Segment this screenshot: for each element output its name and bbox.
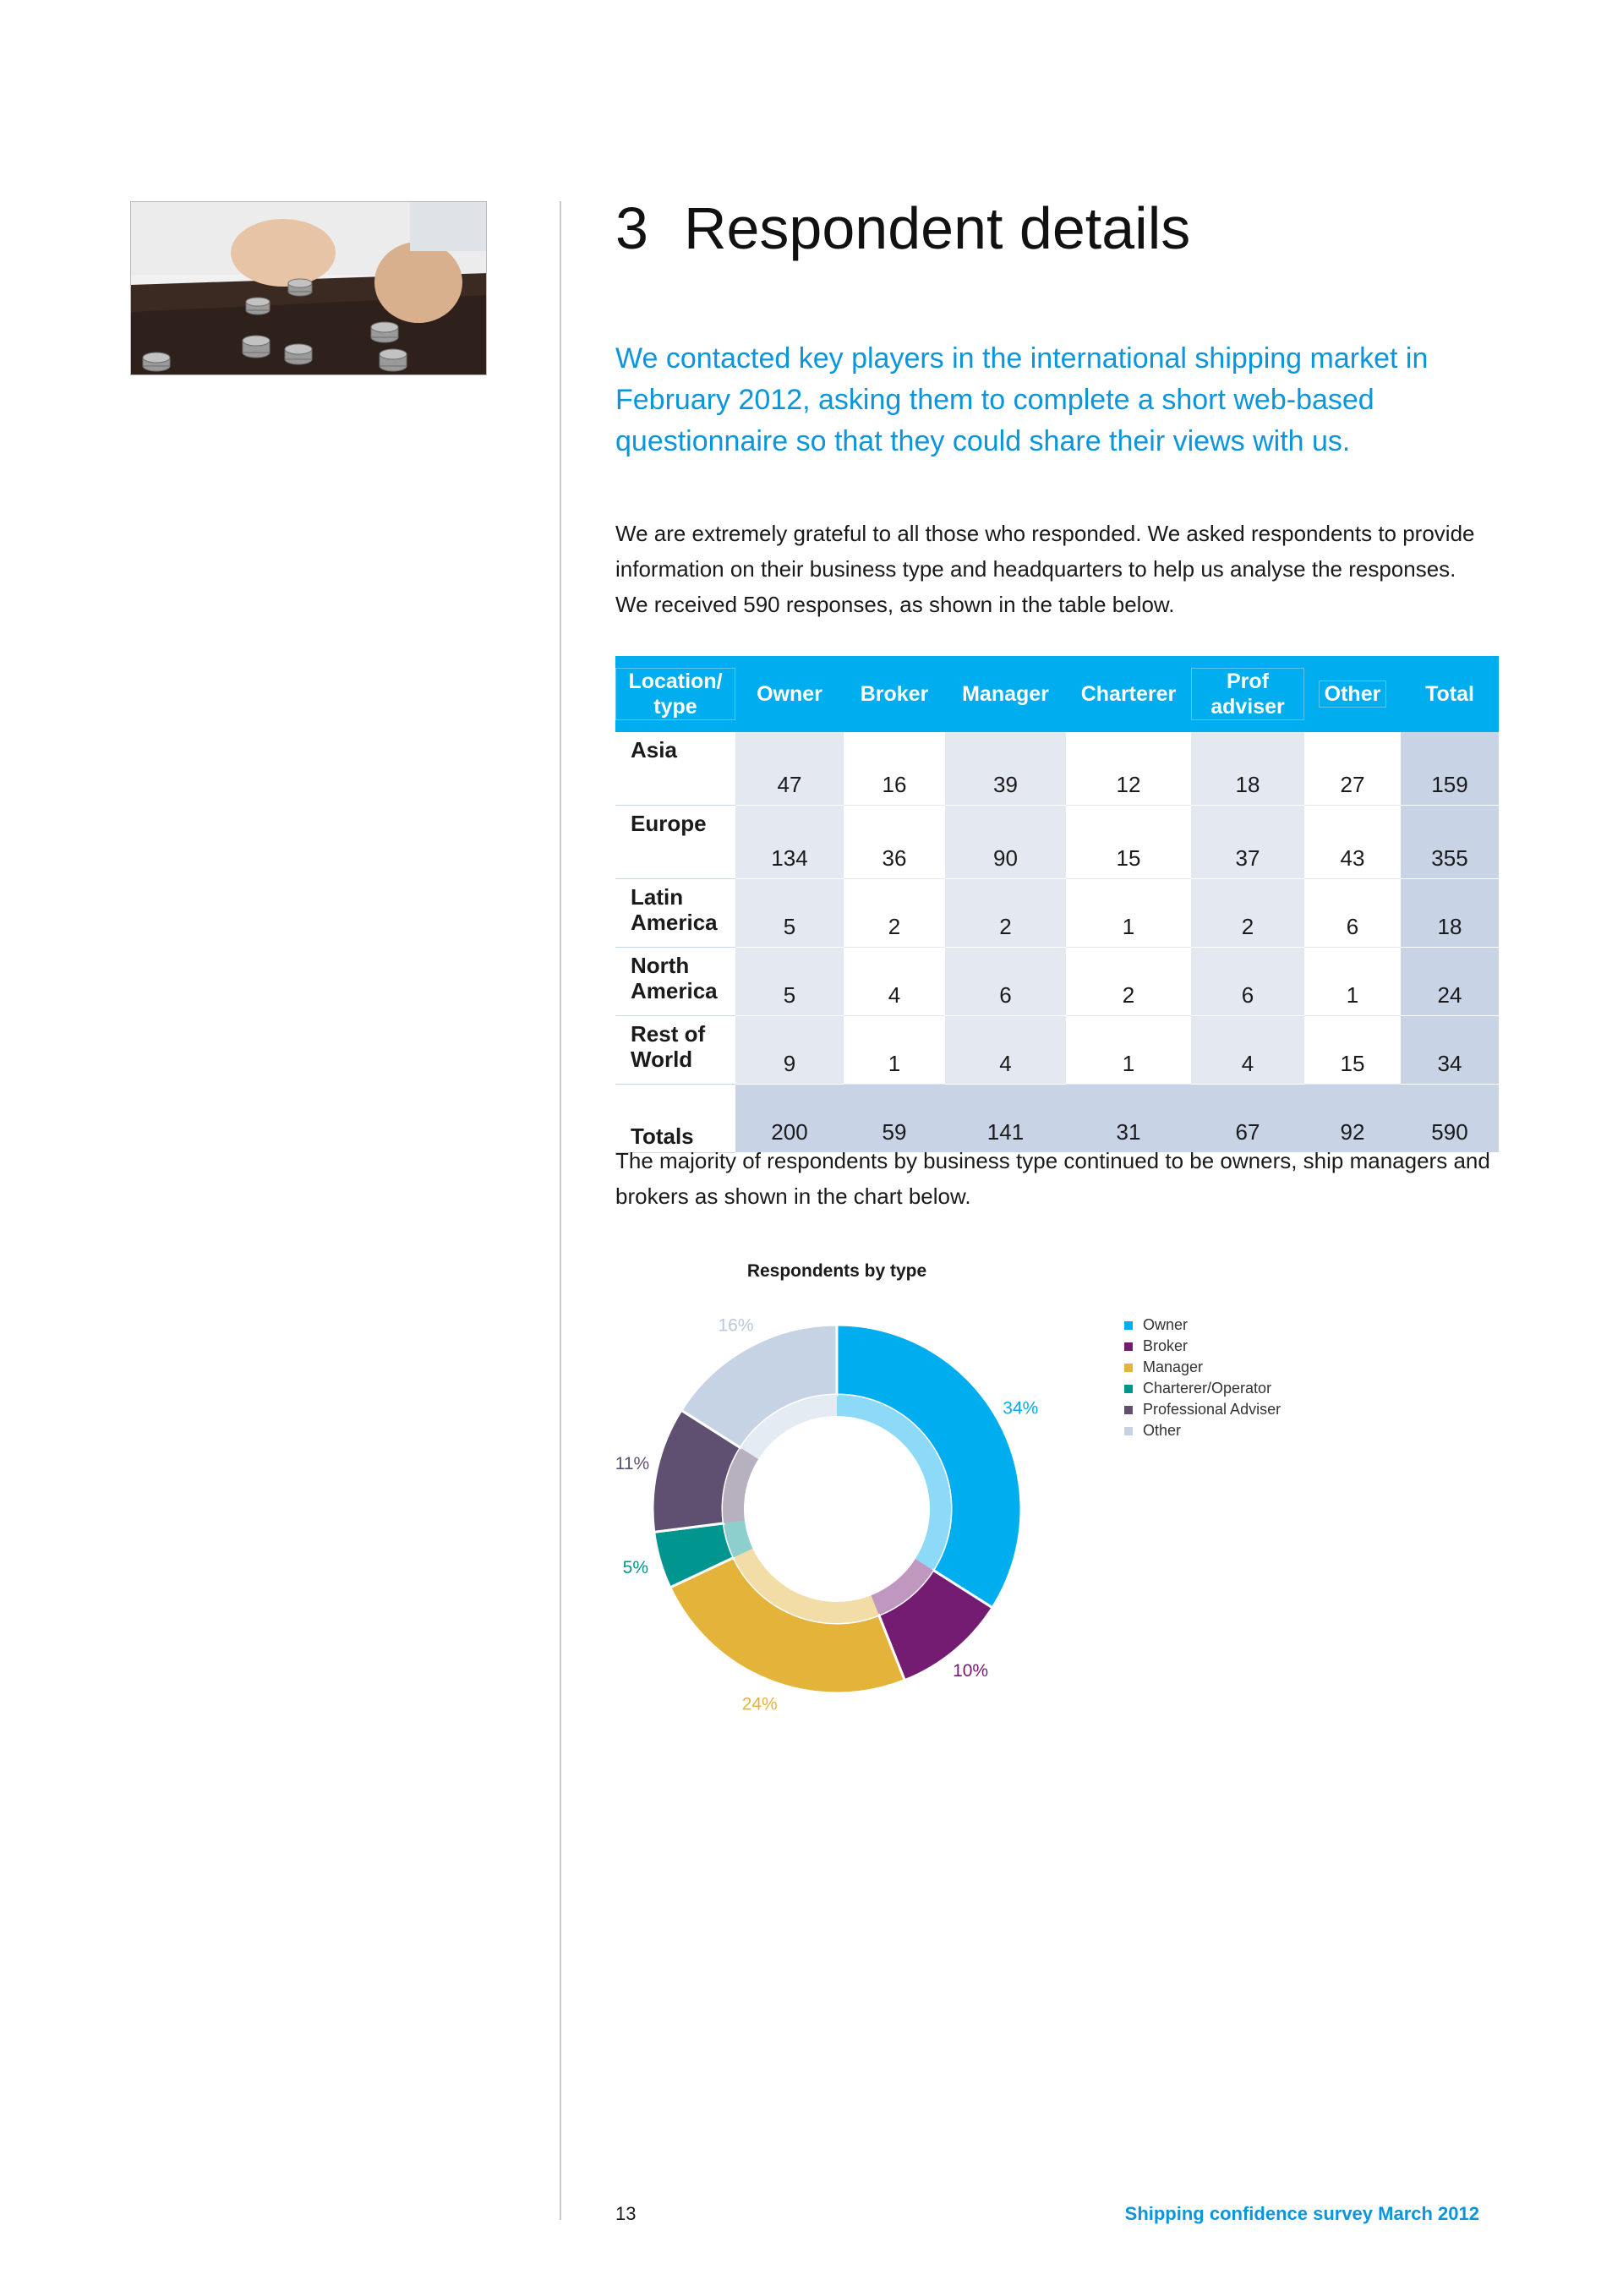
totals-cell-grand-total: 590 [1401,1085,1499,1153]
header-charterer: Charterer [1066,656,1191,732]
page-number: 13 [615,2203,637,2224]
legend-item [1124,1336,1281,1357]
table-cell: 1 [1066,1016,1191,1085]
table-row [615,948,1499,1016]
legend-item [1124,1315,1281,1336]
totals-cell: 92 [1304,1085,1401,1153]
header-manager: Manager [945,656,1066,732]
footer-title: Shipping confidence survey March 2012 [1124,2203,1479,2224]
coins-photo-illustration [131,202,487,375]
table-cell-total: 159 [1401,732,1499,806]
table-cell: 4 [1191,1016,1304,1085]
legend-swatch [1124,1342,1133,1351]
chart-legend [1124,1315,1281,1441]
intro-text: We contacted key players in the international shipping market in February 2012, asking them to complete a short web-based questionnaire so that they could share their views with us. [615,342,1429,457]
table-header-row [615,656,1499,732]
table-cell: 134 [735,806,844,879]
row-label: North America [615,948,735,1016]
legend-item [1124,1378,1281,1399]
table-cell: 39 [945,732,1066,806]
legend-label: Charterer/Operator [1143,1380,1272,1397]
table-cell-total: 34 [1401,1016,1499,1085]
header-other: Other [1304,656,1401,732]
table-cell: 9 [735,1016,844,1085]
totals-cell: 31 [1066,1085,1191,1153]
totals-cell: 200 [735,1085,844,1153]
legend-swatch [1124,1364,1133,1372]
legend-label: Broker [1143,1337,1189,1354]
table-cell: 47 [735,732,844,806]
legend-swatch [1124,1427,1133,1435]
table-cell: 5 [735,948,844,1016]
table-cell: 4 [844,948,945,1016]
slice-label: 34% [1003,1398,1039,1419]
table-cell: 6 [1191,948,1304,1016]
header-prof-adviser: Prof adviser [1191,656,1304,732]
table-cell: 6 [1304,879,1401,948]
slice-label: 5% [622,1558,649,1578]
legend-label: Manager [1143,1358,1204,1375]
section-number: 3 [615,195,648,261]
header-owner: Owner [735,656,844,732]
legend-label: Other [1143,1422,1182,1439]
table-cell-total: 18 [1401,879,1499,948]
table-cell: 1 [1066,879,1191,948]
totals-cell: 59 [844,1085,945,1153]
legend-swatch [1124,1406,1133,1414]
header-total: Total [1401,656,1499,732]
row-label: Rest of World [615,1016,735,1085]
totals-label: Totals [615,1085,735,1153]
header-broker: Broker [844,656,945,732]
table-cell: 2 [1066,948,1191,1016]
table-cell: 43 [1304,806,1401,879]
table-cell: 4 [945,1016,1066,1085]
legend-item [1124,1399,1281,1420]
table-cell: 37 [1191,806,1304,879]
slice-label: 16% [718,1315,754,1336]
donut-slice-manager [670,1557,905,1693]
row-label: Europe [615,806,735,879]
totals-cell: 141 [945,1085,1066,1153]
table-cell: 18 [1191,732,1304,806]
page-title [615,194,1190,262]
table-cell: 6 [945,948,1066,1016]
table-cell: 2 [1191,879,1304,948]
table-row [615,1016,1499,1085]
slice-label: 11% [615,1453,650,1473]
legend-label: Professional Adviser [1143,1401,1281,1418]
slice-label: 24% [741,1694,778,1714]
slice-label: 10% [953,1661,989,1681]
legend-swatch [1124,1321,1133,1330]
paragraph-responses: We are extremely grateful to all those who responded. We asked respondents to provide information on their business type and headquarters to help us analyse the responses. We received 590 responses, as shown in the table below. [615,521,1475,617]
table-cell: 27 [1304,732,1401,806]
row-label: Asia [615,732,735,806]
totals-cell: 67 [1191,1085,1304,1153]
table-cell: 1 [1304,948,1401,1016]
paragraph-majority: The majority of respondents by business type continued to be owners, ship managers and brokers as shown in the chart below. [615,1148,1490,1209]
table-cell: 5 [735,879,844,948]
table-cell-total: 355 [1401,806,1499,879]
legend-swatch [1124,1385,1133,1393]
table-cell: 36 [844,806,945,879]
legend-label: Owner [1143,1316,1189,1333]
header-location-type: Location/ type [615,656,735,732]
chart-title: Respondents by type [746,1261,927,1281]
column-divider [560,201,561,2220]
table-row [615,806,1499,879]
table-row [615,732,1499,806]
table-cell-total: 24 [1401,948,1499,1016]
row-label: Latin America [615,879,735,948]
table-cell: 12 [1066,732,1191,806]
table-cell: 15 [1304,1016,1401,1085]
table-cell: 2 [844,879,945,948]
table-row [615,879,1499,948]
table-cell: 16 [844,732,945,806]
section-title: Respondent details [683,195,1191,261]
coins-photo [130,201,487,375]
table-cell: 15 [1066,806,1191,879]
table-cell: 1 [844,1016,945,1085]
legend-item [1124,1420,1281,1441]
respondents-table [615,656,1499,1153]
table-cell: 2 [945,879,1066,948]
table-cell: 90 [945,806,1066,879]
legend-item [1124,1357,1281,1378]
